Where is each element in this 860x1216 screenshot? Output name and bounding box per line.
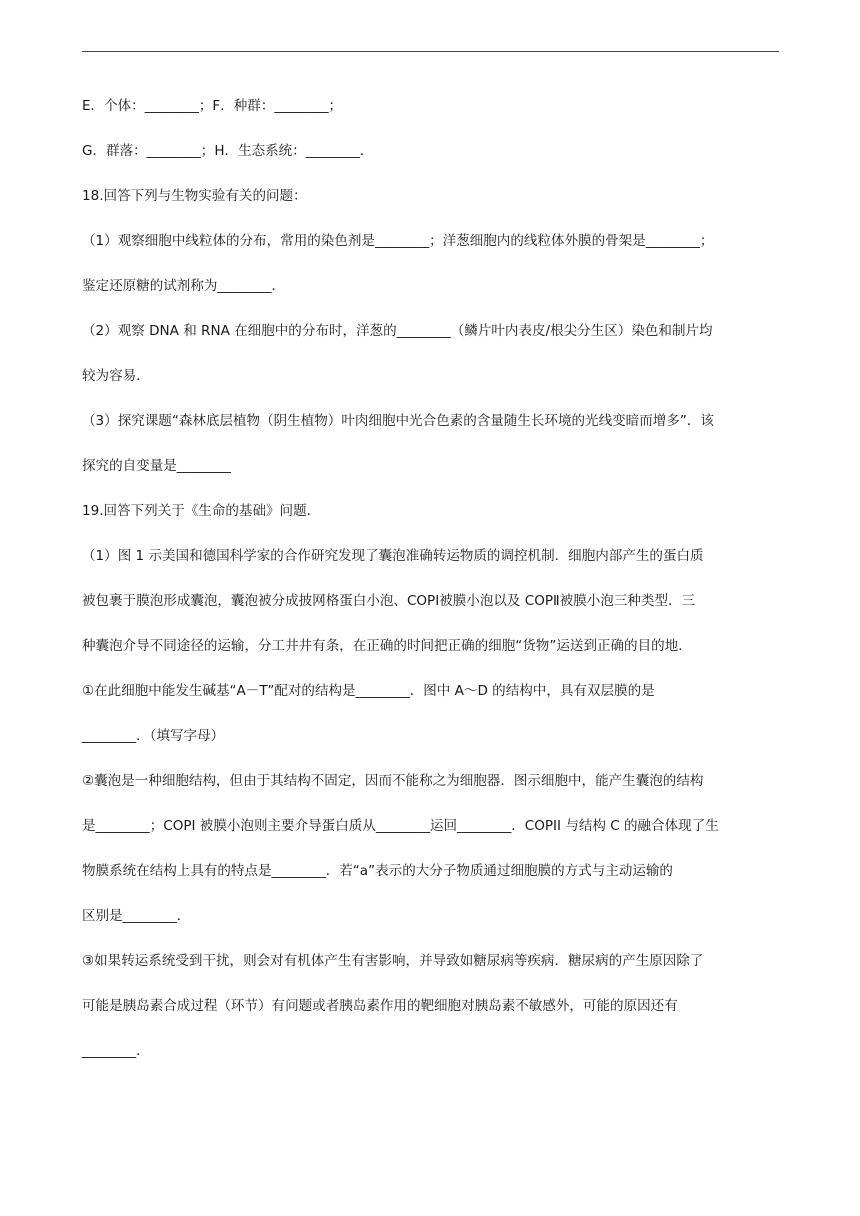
text-line: ________． [82,1043,150,1059]
text-line: （1）观察细胞中线粒体的分布，常用的染色剂是________；洋葱细胞内的线粒体外膜的骨架是________； [82,233,714,249]
text-line: ③如果转运系统受到干扰，则会对有机体产生有害影响，并导致如糖尿病等疾病．糖尿病的产生原因除了 [82,953,704,969]
question-18-heading: 18.回答下列与生物实验有关的问题： [82,188,307,204]
question-19-heading: 19.回答下列关于《生命的基础》问题． [82,503,321,519]
text-line: （3）探究课题“森林底层植物（阴生植物）叶肉细胞中光合色素的含量随生长环境的光线变暗而增多”．该 [82,413,714,429]
text-line: （1）图 1 示美国和德国科学家的合作研究发现了囊泡准确转运物质的调控机制．细胞内部产生的蛋白质 [82,548,704,564]
text-line: 鉴定还原糖的试剂称为________． [82,278,286,294]
text-line: E．个体：________；F．种群：________； [82,98,343,114]
text-line: 种囊泡介导不同途径的运输，分工井井有条，在正确的时间把正确的细胞“货物”运送到正确的目的地． [82,638,692,654]
text-line: 较为容易． [82,368,150,384]
text-line: 被包裹于膜泡形成囊泡，囊泡被分成披网格蛋白小泡、COPⅠ被膜小泡以及 COPⅡ被膜小泡三种类型．三 [82,593,696,609]
text-line: 区别是________． [82,908,191,924]
text-line: 可能是胰岛素合成过程（环节）有问题或者胰岛素作用的靶细胞对胰岛素不敏感外，可能的原因还有 [82,998,678,1014]
text-line: ②囊泡是一种细胞结构，但由于其结构不固定，因而不能称之为细胞器．图示细胞中，能产生囊泡的结构 [82,773,704,789]
text-line: （2）观察 DNA 和 RNA 在细胞中的分布时，洋葱的________（鳞片叶内表皮/根尖分生区）染色和制片均 [82,323,713,339]
text-line: 是________；COPI 被膜小泡则主要介导蛋白质从________运回________．COPII 与结构 C 的融合体现了生 [82,818,719,834]
text-line: 物膜系统在结构上具有的特点是________．若“a”表示的大分子物质通过细胞膜的方式与主动运输的 [82,863,673,879]
header-rule [82,51,779,52]
text-line: ________．（填写字母） [82,728,225,744]
text-line: G．群落：________；H．生态系统：________． [82,143,374,159]
text-line: ①在此细胞中能发生碱基“A－T”配对的结构是________．图中 A～D 的结构中，具有双层膜的是 [82,683,655,699]
text-line: 探究的自变量是________ [82,458,231,474]
